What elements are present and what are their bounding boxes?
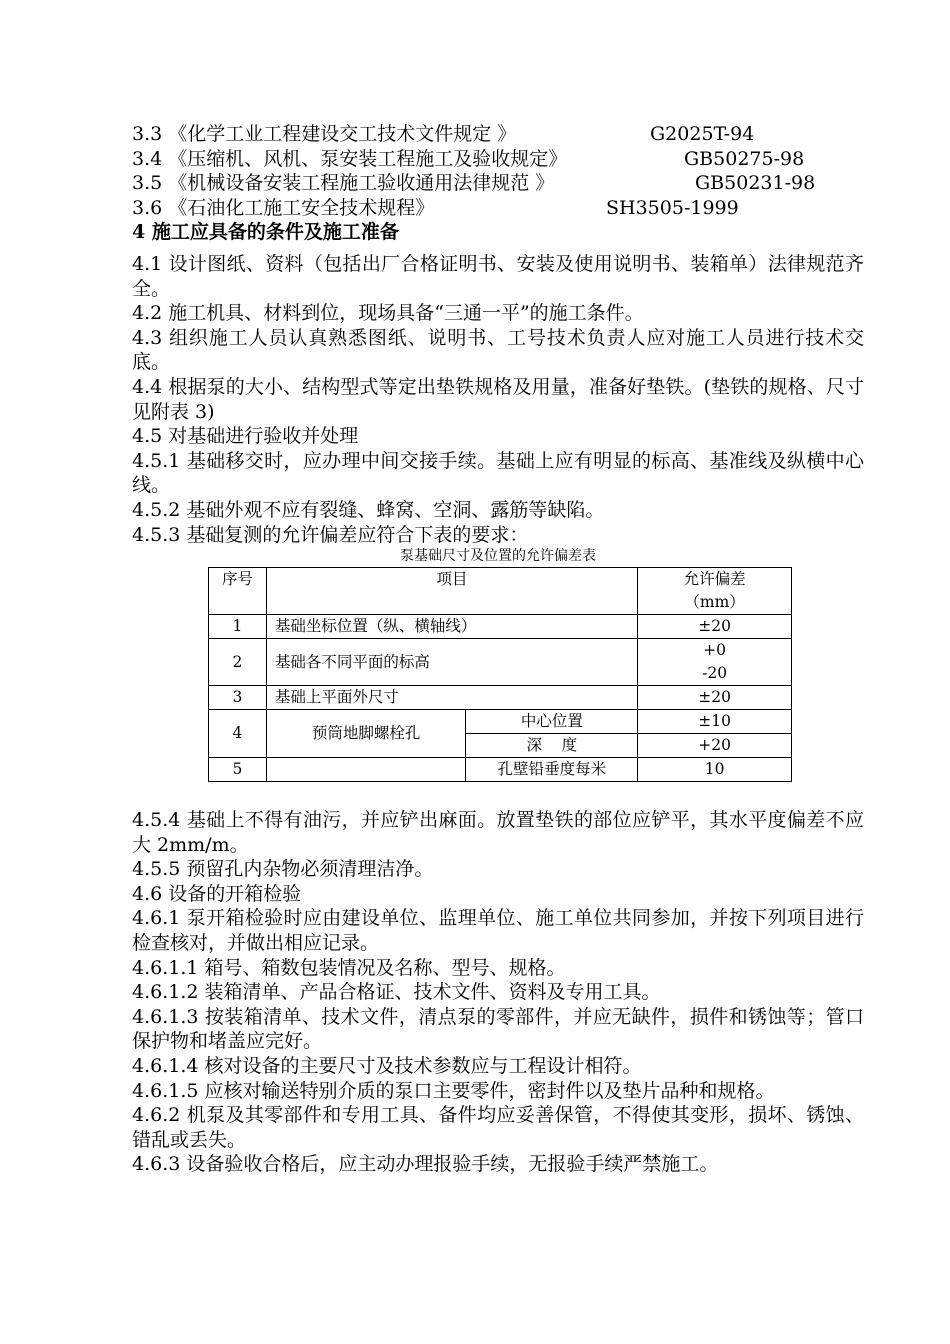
tolerance-table [208, 567, 792, 782]
paragraph-4-6-1: 4.6.1 泵开箱检验时应由建设单位、监理单位、施工单位共同参加，并按下列项目进行检查核对，并做出相应记录。 [132, 907, 864, 955]
section-4-heading: 4 施工应具备的条件及施工准备 [132, 221, 399, 244]
paragraph-4-3: 4.3 组织施工人员认真熟悉图纸、说明书、工号技术负责人应对施工人员进行技术交底。 [132, 326, 864, 374]
cell-tolerance: ±10 [638, 710, 792, 734]
paragraph-4-6-2: 4.6.2 机泵及其零部件和专用工具、备件均应妥善保管，不得使其变形，损坏、锈蚀、错乱或丢失。 [132, 1104, 864, 1151]
reference-title: 3.5 《机械设备安装工程施工验收通用法律规范 》 [132, 172, 555, 195]
paragraph-4-5-2: 4.5.2 基础外观不应有裂缝、蜂窝、空洞、露筋等缺陷。 [132, 498, 605, 521]
table-row [209, 686, 792, 710]
paragraph-4-5: 4.5 对基础进行验收并处理 [132, 425, 359, 448]
header-tolerance-unit: （mm） [684, 593, 745, 612]
header-tolerance [638, 568, 792, 615]
reference-code: GB50275-98 [684, 147, 805, 170]
cell-item [266, 758, 466, 782]
table-row [209, 639, 792, 686]
cell-item: 预筒地脚螺栓孔 [266, 710, 466, 758]
tolerance-upper: +0 [703, 641, 727, 660]
paragraph-4-6-3: 4.6.3 设备验收合格后，应主动办理报验手续，无报验手续严禁施工。 [132, 1153, 719, 1176]
paragraph-4-6-1-4: 4.6.1.4 核对设备的主要尺寸及技术参数应与工程设计相符。 [132, 1055, 642, 1078]
cell-subitem: 孔壁铅垂度每米 [466, 758, 638, 782]
reference-title: 3.3 《化学工业工程建设交工技术文件规定 》 [132, 123, 517, 145]
paragraph-4-5-1: 4.5.1 基础移交时，应办理中间交接手续。基础上应有明显的标高、基准线及纵横中心线。 [132, 449, 864, 497]
reference-code: GB50231-98 [695, 172, 816, 195]
cell-subitem: 深 度 [466, 734, 638, 758]
cell-no: 4 [209, 710, 267, 758]
cell-tolerance: +20 [638, 734, 792, 758]
spacer [132, 782, 864, 808]
reference-3-4 [132, 147, 864, 172]
header-item: 项目 [266, 568, 637, 615]
document-page [132, 122, 864, 1177]
paragraph-4-4: 4.4 根据泵的大小、结构型式等定出垫铁规格及用量，准备好垫铁。(垫铁的规格、尺寸见附表 3) [132, 375, 864, 423]
reference-code: SH3505-1999 [606, 196, 739, 219]
table-row [209, 758, 792, 782]
cell-tolerance [638, 639, 792, 686]
paragraph-4-5-3: 4.5.3 基础复测的允许偏差应符合下表的要求： [132, 523, 529, 546]
paragraph-4-5-4: 4.5.4 基础上不得有油污，并应铲出麻面。放置垫铁的部位应铲平，其水平度偏差不应大 2mm/m。 [132, 809, 864, 856]
table-header-row [209, 568, 792, 615]
cell-no: 3 [209, 686, 267, 710]
reference-title: 3.4 《压缩机、风机、泵安装工程施工及验收规定》 [132, 147, 568, 170]
paragraph-4-6-1-2: 4.6.1.2 装箱清单、产品合格证、技术文件、资料及专用工具。 [132, 981, 661, 1004]
paragraph-4-6-1-5: 4.6.1.5 应核对输送特别介质的泵口主要零件，密封件以及垫片品种和规格。 [132, 1079, 775, 1102]
cell-item: 基础各不同平面的标高 [266, 639, 637, 686]
table-row [209, 615, 792, 639]
reference-3-6 [132, 196, 864, 221]
cell-tolerance: ±20 [638, 686, 792, 710]
reference-title: 3.6 《石油化工施工安全技术规程》 [132, 196, 435, 219]
table-row [209, 710, 792, 734]
tolerance-lower: -20 [702, 664, 728, 683]
header-no: 序号 [209, 568, 267, 615]
cell-no: 5 [209, 758, 267, 782]
paragraph-4-5-5: 4.5.5 预留孔内杂物必须清理洁净。 [132, 858, 434, 881]
header-tolerance-label: 允许偏差 [683, 570, 746, 589]
table-caption: 泵基础尺寸及位置的允许偏差表 [400, 548, 596, 565]
cell-item: 基础坐标位置（纵、横轴线） [266, 615, 637, 639]
reference-3-3 [132, 122, 864, 147]
paragraph-4-1: 4.1 设计图纸、资料（包括出厂合格证明书、安装及使用说明书、装箱单）法律规范齐全。 [132, 252, 864, 300]
paragraph-4-6-1-1: 4.6.1.1 箱号、箱数包装情况及名称、型号、规格。 [132, 956, 566, 979]
cell-item: 基础上平面外尺寸 [266, 686, 637, 710]
cell-no: 1 [209, 615, 267, 639]
reference-3-5 [132, 171, 864, 196]
paragraph-4-2: 4.2 施工机具、材料到位，现场具备“三通一平”的施工条件。 [132, 302, 644, 325]
cell-no: 2 [209, 639, 267, 686]
paragraph-4-6: 4.6 设备的开箱检验 [132, 882, 302, 905]
reference-code: G2025T-94 [650, 123, 755, 145]
paragraph-4-6-1-3: 4.6.1.3 按装箱清单、技术文件，清点泵的零部件，并应无缺件，损件和锈蚀等；管口保护物和堵盖应完好。 [132, 1005, 864, 1053]
cell-tolerance: 10 [638, 758, 792, 782]
cell-subitem: 中心位置 [466, 710, 638, 734]
cell-tolerance: ±20 [638, 615, 792, 639]
